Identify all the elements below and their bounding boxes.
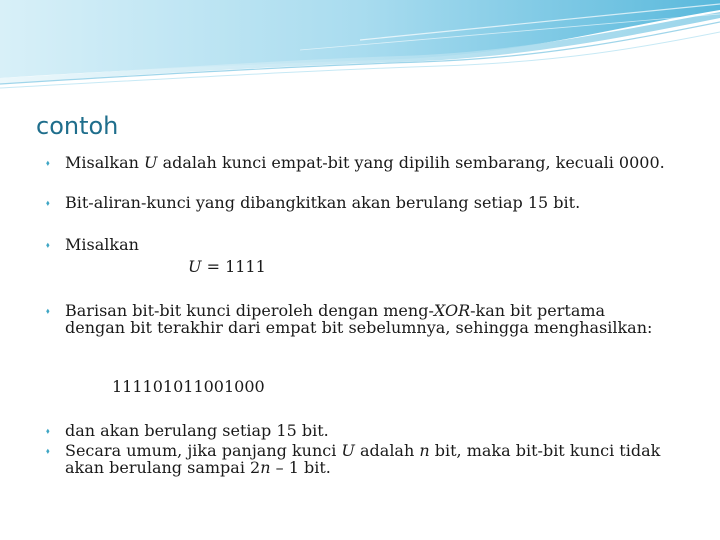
bullet-icon: ⬪ [46,156,50,171]
bullet-5-text: dan akan berulang setiap 15 bit. [65,421,329,440]
bullet-4-var: XOR [433,301,471,320]
equation-rest: = 1111 [201,257,266,276]
bullet-6-text-a: Secara umum, jika panjang kunci [65,441,342,460]
bullet-item-3 [46,236,666,253]
bullet-6-var-u: U [341,441,355,460]
bullet-6-text-e: bit, maka bit-bit kunci tidak akan berulang sampai 2 [65,441,661,477]
bullet-2-text: Bit-aliran-kunci yang dibangkitkan akan berulang setiap 15 bit. [65,193,581,212]
bullet-item-2 [46,194,666,211]
bullet-icon: ⬪ [46,304,50,319]
bullet-1-text-pre: Misalkan [65,153,144,172]
bullet-6-var-n2: n [260,458,271,477]
slide-title: contoh [36,112,119,140]
bullet-icon: ⬪ [46,424,50,439]
header-wave-decoration [0,0,720,90]
bullet-item-1 [46,154,666,171]
bullet-item-6 [46,442,666,476]
bit-sequence: 111101011001000 [112,377,265,396]
bullet-6-text-c: adalah [354,441,420,460]
equation-var: U [188,257,202,276]
bullet-6-text-g: – 1 bit. [270,458,331,477]
bullet-3-text: Misalkan [65,235,139,254]
bullet-item-5 [46,422,666,439]
bullet-icon: ⬪ [46,196,50,211]
bullet-4-text-post: -kan bit pertama dengan bit terakhir dari empat bit sebelumnya, sehingga menghasilkan: [65,301,653,337]
bullet-6-var-n: n [419,441,430,460]
bullet-icon: ⬪ [46,238,50,253]
bullet-1-text-post: adalah kunci empat-bit yang dipilih sembarang, kecuali 0000. [157,153,665,172]
bullet-item-4 [46,302,666,336]
key-equation [188,258,266,275]
bullet-1-var: U [144,153,158,172]
bullet-4-text-pre: Barisan bit-bit kunci diperoleh dengan meng- [65,301,434,320]
bullet-icon: ⬪ [46,444,50,459]
